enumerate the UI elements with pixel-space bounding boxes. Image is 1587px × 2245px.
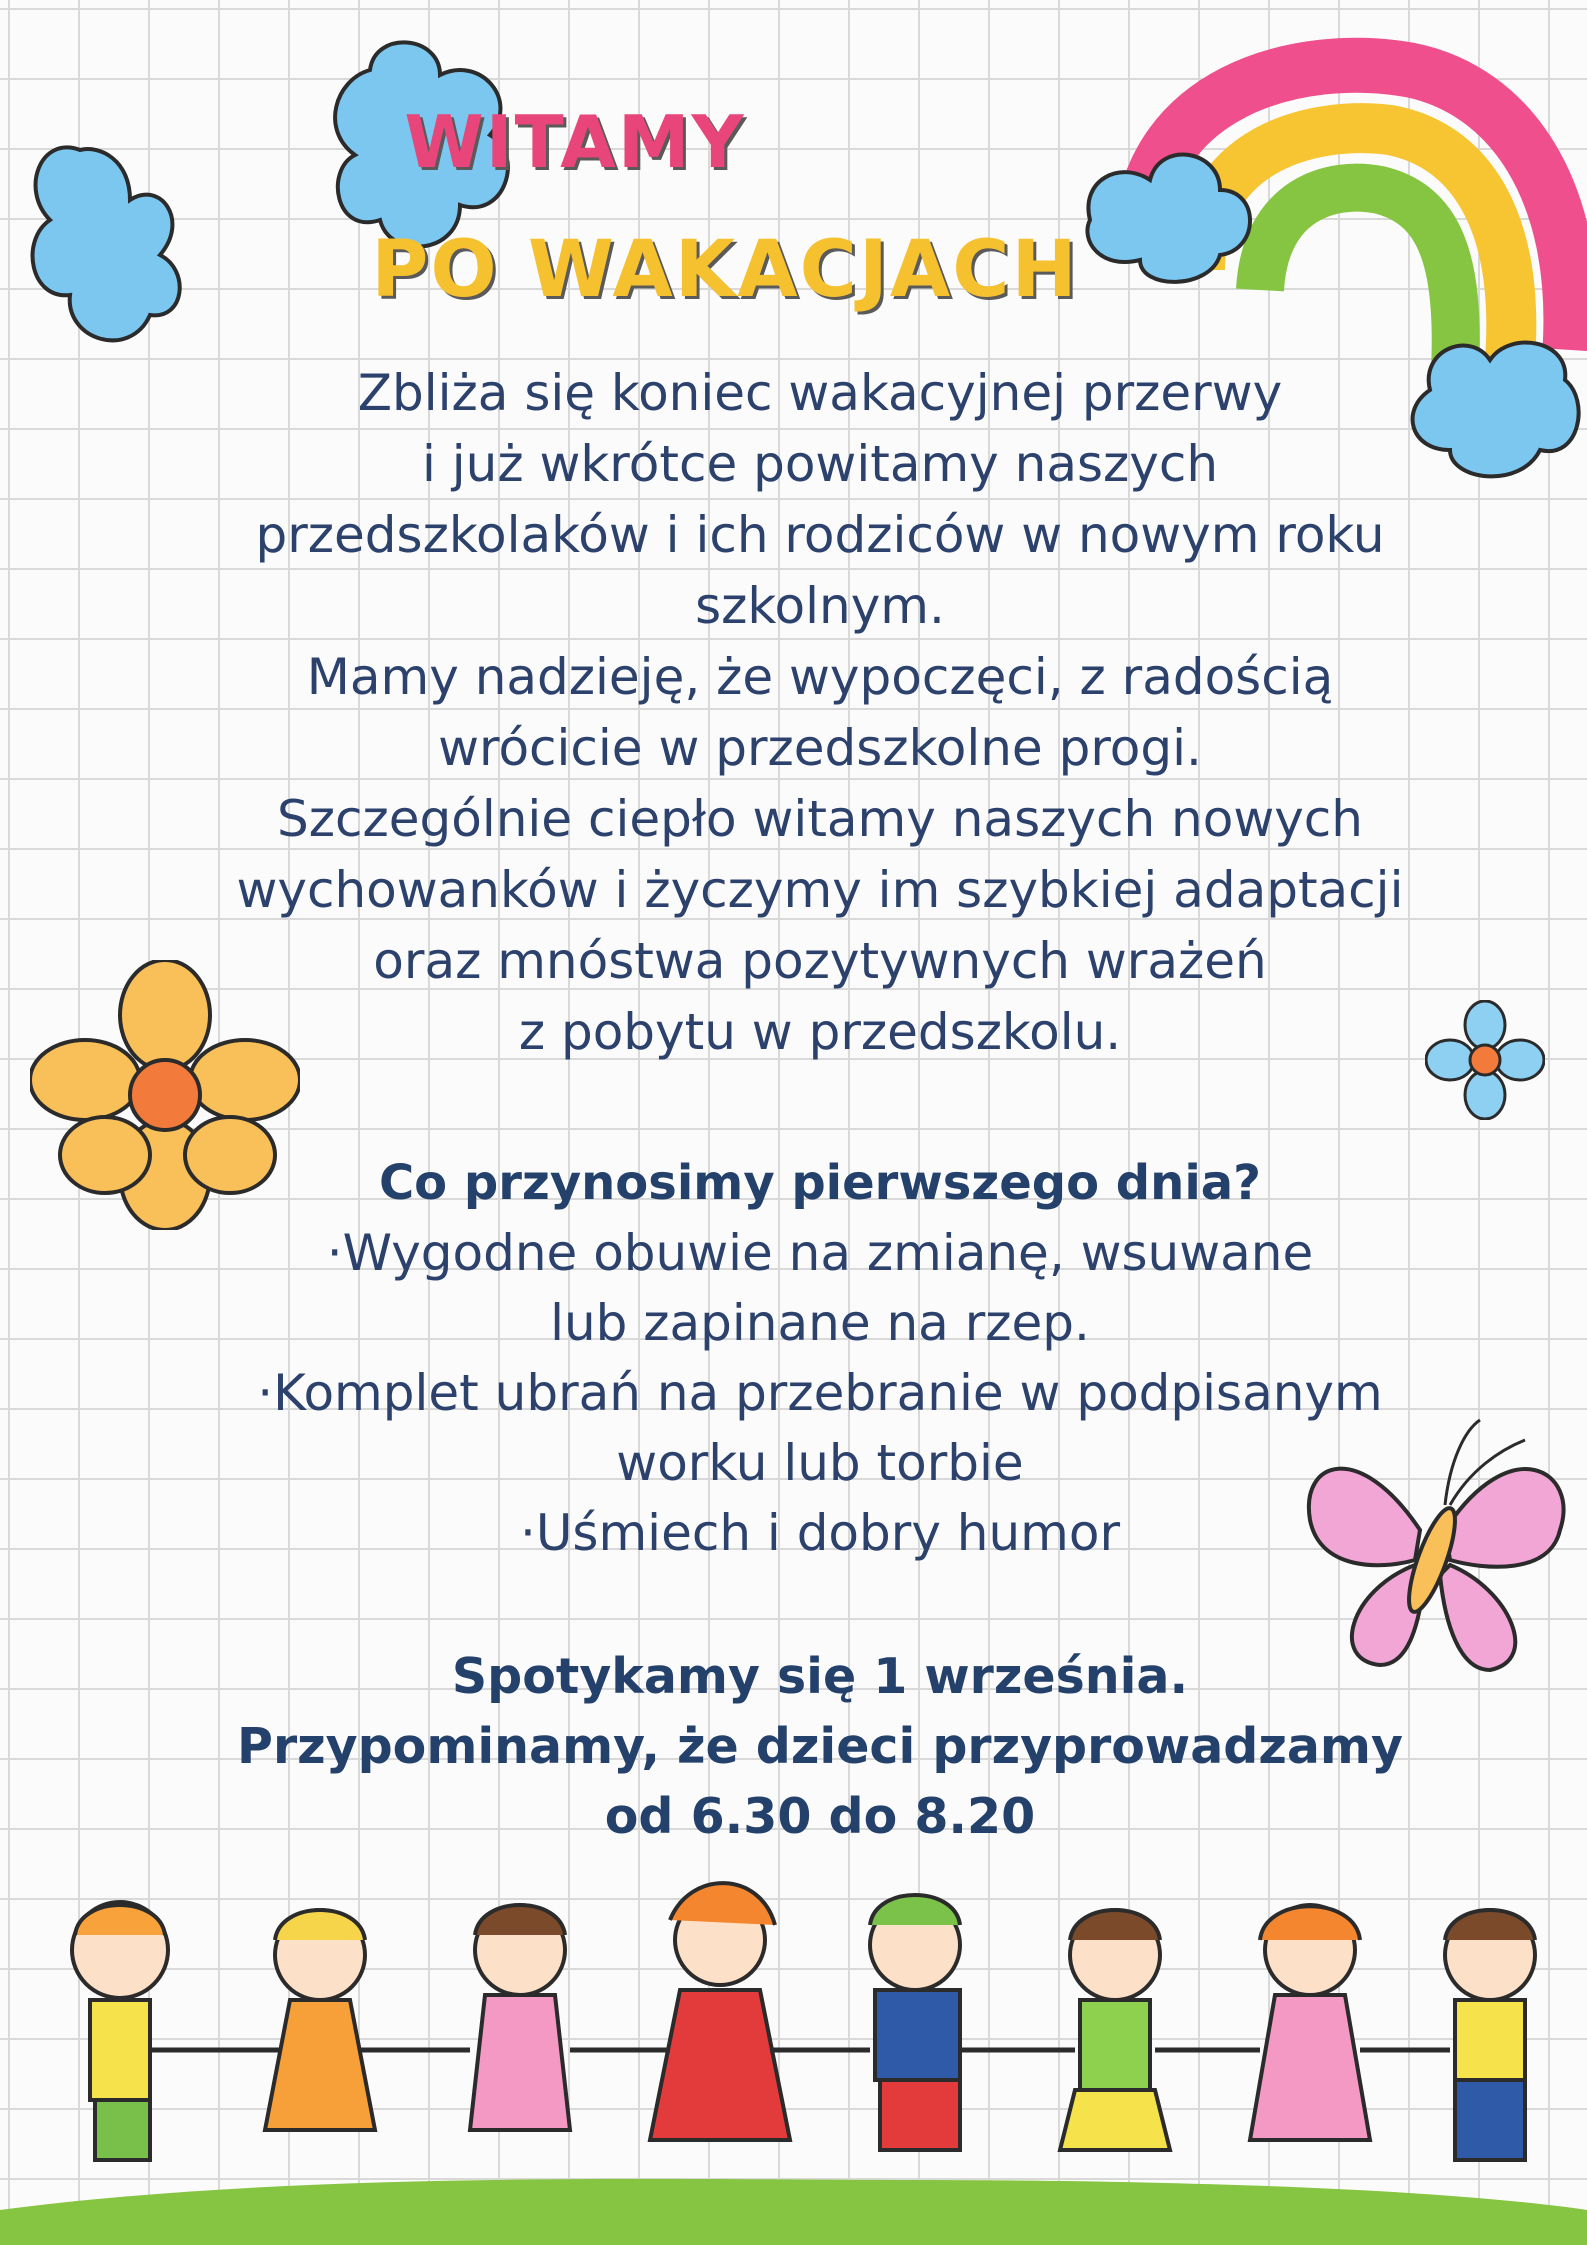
meeting-info: [150, 1642, 1490, 1852]
bring-item: ·Uśmiech i dobry humor: [519, 1504, 1121, 1562]
intro-line: i już wkrótce powitamy naszych: [421, 435, 1219, 493]
intro-line: przedszkolaków i ich rodziców w nowym roku: [255, 506, 1385, 564]
meeting-line: Spotykamy się 1 września.: [451, 1648, 1189, 1705]
bring-item: worku lub torbie: [616, 1434, 1024, 1492]
meeting-line: od 6.30 do 8.20: [604, 1788, 1036, 1845]
bring-item: ·Komplet ubrań na przebranie w podpisanym: [257, 1364, 1383, 1422]
children-icon: [0, 1880, 1587, 2245]
intro-paragraph: [150, 358, 1490, 1068]
intro-line: wrócicie w przedszkolne progi.: [438, 719, 1202, 777]
intro-line: Szczególnie ciepło witamy naszych nowych: [277, 790, 1363, 848]
intro-line: wychowanków i życzymy im szybkiej adaptacji: [236, 861, 1404, 919]
intro-line: oraz mnóstwa pozytywnych wrażeń: [373, 932, 1267, 990]
intro-line: Zbliża się koniec wakacyjnej przerwy: [357, 364, 1283, 422]
meeting-line: Przypominamy, że dzieci przyprowadzamy: [237, 1718, 1403, 1775]
cloud-icon: [20, 130, 190, 370]
title-line-2: PO WAKACJACH: [371, 225, 1079, 315]
intro-line: z pobytu w przedszkolu.: [518, 1003, 1122, 1061]
bring-section: [150, 1148, 1490, 1568]
title-line-1: WITAMY: [404, 100, 746, 184]
intro-line: Mamy nadzieję, że wypoczęci, z radością: [306, 648, 1334, 706]
bring-item: lub zapinane na rzep.: [550, 1294, 1090, 1352]
grass-icon: [0, 2179, 1587, 2245]
bring-heading: Co przynosimy pierwszego dnia?: [378, 1155, 1262, 1211]
intro-line: szkolnym.: [695, 577, 945, 635]
bring-item: ·Wygodne obuwie na zmianę, wsuwane: [326, 1224, 1314, 1282]
